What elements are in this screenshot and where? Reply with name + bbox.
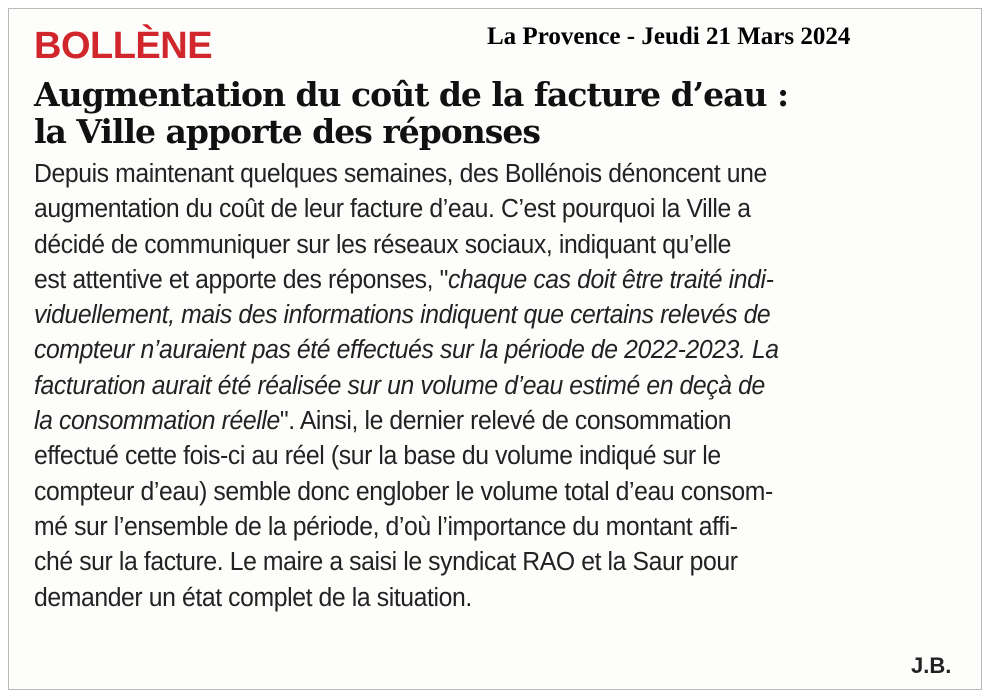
body-line: augmentation du coût de leur facture d’eau. C’est pourquoi la Ville a [34,195,751,224]
publication-source: La Provence - Jeudi 21 Mars 2024 [487,23,851,50]
section-label: BOLLÈNE [34,25,213,67]
quote-line: viduellement, mais des informations indiquent que certains relevés de [34,301,771,330]
body-line [34,404,779,439]
body-line: demander un état complet de la situation. [34,583,472,612]
author-initials: J.B. [911,653,952,678]
body-text: est attentive et apporte des réponses, " [34,265,449,294]
body-line [34,263,779,298]
body-line: ché sur la facture. Le maire a saisi le syndicat RAO et la Saur pour [34,548,738,577]
body-text: ". Ainsi, le dernier relevé de consommation [279,407,732,436]
quote-line: compteur n’auraient pas été effectués sur la période de 2022-2023. La [34,336,779,365]
headline [34,76,788,150]
body-line: mé sur l’ensemble de la période, d’où l’importance du montant affi- [34,512,738,541]
quote-text: la consommation réelle [34,407,280,436]
quote-line: facturation aurait été réalisée sur un volume d’eau estimé en deçà de [34,371,765,400]
body-line: effectué cette fois-ci au réel (sur la base du volume indiqué sur le [34,442,721,471]
body-line: décidé de communiquer sur les réseaux sociaux, indiquant qu’elle [34,230,732,259]
article-body [34,157,779,616]
headline-line: Augmentation du coût de la facture d’eau : [34,75,789,114]
body-line: Depuis maintenant quelques semaines, des Bollénois dénoncent une [34,160,767,188]
body-line: compteur d’eau) semble donc englober le volume total d’eau consom- [34,477,773,506]
headline-line: la Ville apporte des réponses [34,112,540,151]
quote-text: chaque cas doit être traité indi- [448,265,774,294]
